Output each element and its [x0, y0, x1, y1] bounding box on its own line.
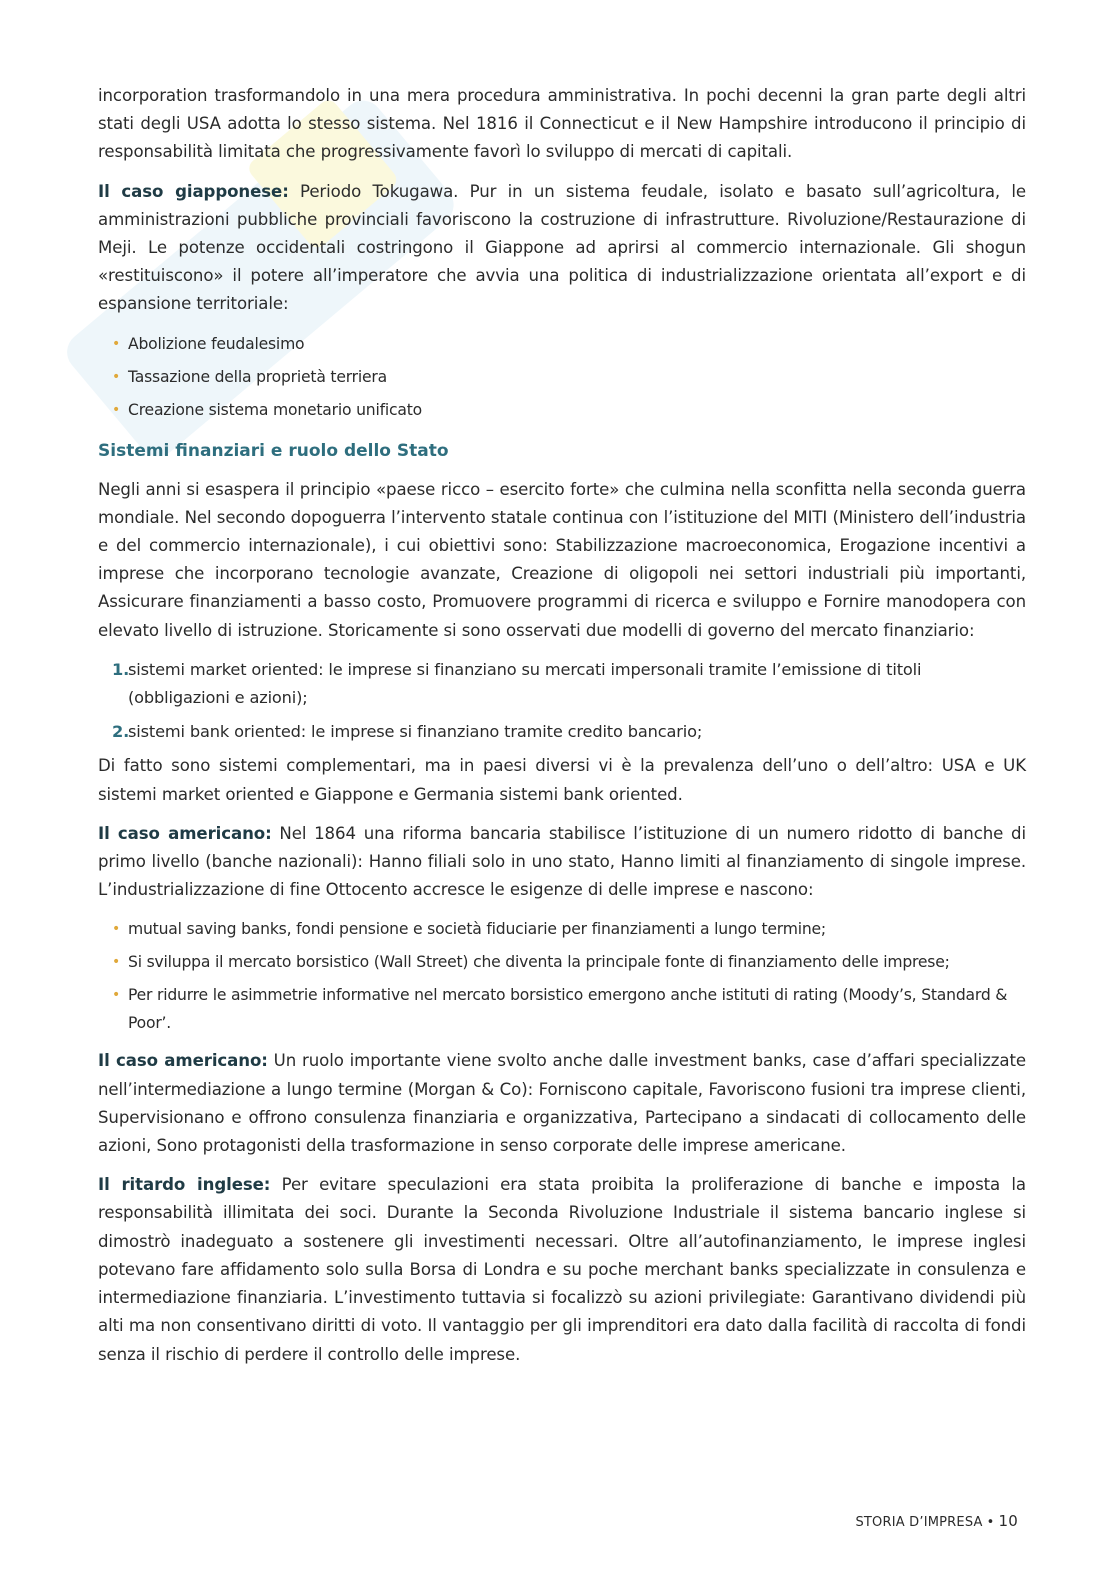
list-item: • Creazione sistema monetario unificato: [98, 396, 1026, 424]
bullet-icon: •: [112, 401, 121, 418]
paragraph-complementary: Di fatto sono sistemi complementari, ma in paesi diversi vi è la prevalenza dell’uno o dell’altro: USA e UK sistemi market oriented e Giappone e Germania sistemi bank oriented.: [98, 756, 1026, 804]
list-item: • Si sviluppa il mercato borsistico (Wall Street) che diventa la principale fonte di finanziamento delle imprese;: [98, 948, 1026, 976]
bullet-icon: •: [112, 335, 121, 352]
list-financial-models: [98, 656, 1026, 747]
list-japan-reforms: [98, 330, 1026, 424]
bullet-icon: •: [112, 921, 121, 938]
label-usa-case-2: Il caso americano:: [98, 1051, 268, 1071]
paragraph-incorporation: incorporation trasformandolo in una mera procedura amministrativa. In pochi decenni la gran parte degli altri stati degli USA adotta lo stesso sistema. Nel 1816 il Connecticut e il New Hampshire introducono il principio di responsabilità limitata che progressivamente favorì lo sviluppo di mercati di capitali.: [98, 86, 1026, 162]
list-item: • mutual saving banks, fondi pensione e società fiduciarie per finanziamenti a lungo termine;: [98, 915, 1026, 943]
paragraph-usa-reform: Il caso americano: Nel 1864 una riforma bancaria stabilisce l’istituzione di un numero ridotto di banche di primo livello (banche nazionali): Hanno filiali solo in uno stato, Hanno limiti al finanziamento di singole imprese. L’industrializzazione di fine Ottocento accresce le esigenze di delle imprese e nascono:: [98, 823, 1026, 900]
list-item: 1. sistemi market oriented: le imprese si finanziano su mercati impersonali tramite l’emissione di titoli (obbligazioni e azioni);: [112, 659, 922, 708]
section-heading: Sistemi finanziari e ruolo dello Stato: [98, 440, 449, 461]
label-uk-delay: Il ritardo inglese:: [98, 1175, 271, 1195]
bullet-icon: •: [112, 368, 121, 385]
paragraph-uk-delay: Il ritardo inglese: Per evitare speculazioni era stata proibita la proliferazione di banche e imposta la responsabilità illimitata dei soci. Durante la Seconda Rivoluzione Industriale il sistema bancario inglese si dimostrò inadeguato a sostenere gli investimenti necessari. Oltre all’autofinanziamento, le imprese inglesi potevano fare affidamento solo sulla Borsa di Londra e su poche merchant banks specializzate in consulenza e intermediazione finanziaria. L’investimento tuttavia si focalizzò su azioni privilegiate: Garantivano dividendi più alti ma non consentivano diritti di voto. Il vantaggio per gli imprenditori era dato dalla facilità di raccolta di fondi senza il rischio di perdere il controllo delle imprese.: [98, 1175, 1026, 1364]
paragraph-japan: Il caso giapponese: Periodo Tokugawa. Pur in un sistema feudale, isolato e basato sull’agricoltura, le amministrazioni pubbliche provinciali favoriscono la costruzione di infrastrutture. Rivoluzione/Restaurazione di Meji. Le potenze occidentali costringono il Giappone ad aprirsi al commercio internazionale. Gli shogun «restituiscono» il potere all’imperatore che avvia una politica di industrializzazione orientata all’export e di espansione territoriale:: [98, 181, 1026, 314]
page-number: 10: [998, 1512, 1018, 1530]
label-usa-case: Il caso americano:: [98, 823, 272, 843]
page-footer: [855, 1512, 1018, 1530]
bullet-icon: •: [112, 987, 121, 1004]
bullet-icon: •: [112, 954, 121, 971]
list-item: • Abolizione feudalesimo: [98, 330, 1026, 358]
paragraph-investment-banks: Il caso americano: Un ruolo importante viene svolto anche dalle investment banks, case d’affari specializzate nell’intermediazione a lungo termine (Morgan & Co): Forniscono capitale, Favoriscono fusioni tra imprese clienti, Supervisionano e offrono consulenza finanziaria e organizzativa, Partecipano a sindacati di collocamento delle azioni, Sono protagonisti della trasformazione in senso corporate delle imprese americane.: [98, 1051, 1026, 1156]
label-japan-case: Il caso giapponese:: [98, 181, 289, 201]
paragraph-miti: Negli anni si esaspera il principio «paese ricco – esercito forte» che culmina nella sconfitta nella seconda guerra mondiale. Nel secondo dopoguerra l’intervento statale continua con l’istituzione del MITI (Ministero dell’industria e del commercio internazionale), i cui obiettivi sono: Stabilizzazione macroeconomica, Erogazione incentivi a imprese che incorporano tecnologie avanzate, Creazione di oligopoli nei settori industriali più importanti, Assicurare finanziamenti a basso costo, Promuovere programmi di ricerca e sviluppo e Fornire manodopera con elevato livello di istruzione. Storicamente si sono osservati due modelli di governo del mercato finanziario:: [98, 479, 1026, 640]
footer-separator: •: [986, 1515, 995, 1530]
footer-title: STORIA D’IMPRESA: [855, 1515, 983, 1530]
list-item: • Per ridurre le asimmetrie informative nel mercato borsistico emergono anche istituti di rating (Moody’s, Standard & Poor’.: [98, 981, 1026, 1037]
list-item: • Tassazione della proprietà terriera: [98, 363, 1026, 391]
document-page: [98, 82, 1026, 1380]
list-usa-institutions: [98, 915, 1026, 1037]
list-item: 2. sistemi bank oriented: le imprese si finanziano tramite credito bancario;: [112, 722, 703, 742]
